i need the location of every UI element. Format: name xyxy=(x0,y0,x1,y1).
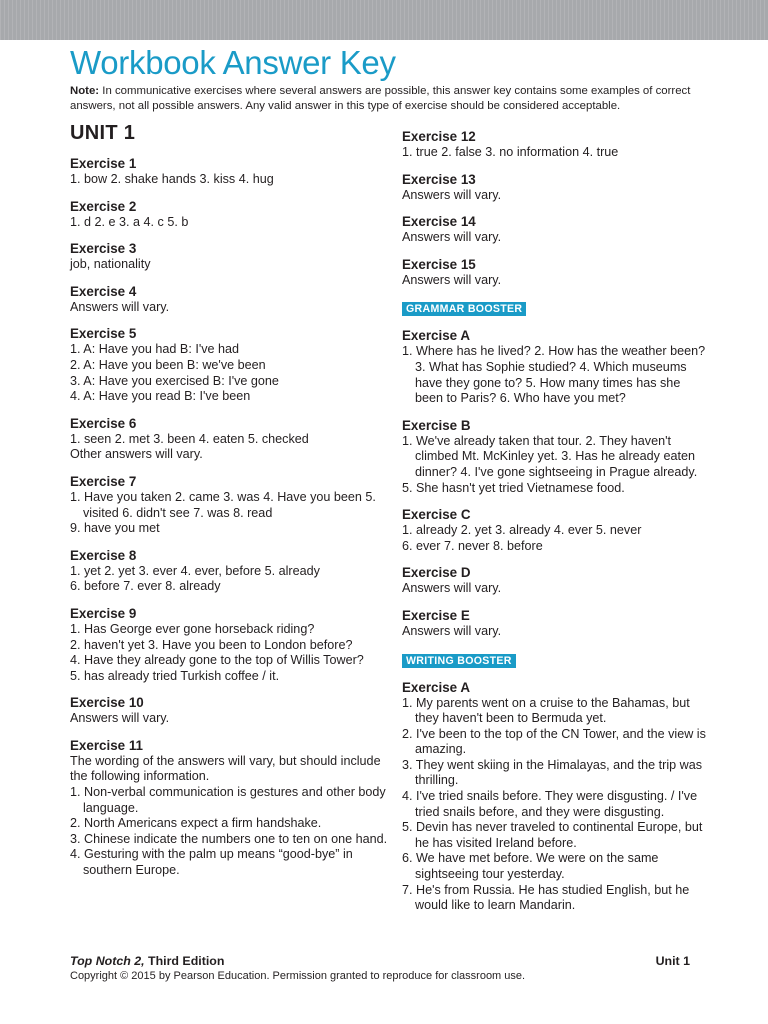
exercise-answer-line: 5. has already tried Turkish coffee / it. xyxy=(70,668,280,683)
exercise-block xyxy=(70,474,388,537)
exercise-block xyxy=(70,156,388,188)
right-column xyxy=(402,118,708,914)
exercise-answer-line: 1. already 2. yet 3. already 4. ever 5. never xyxy=(402,523,642,538)
exercise-answer-line: 4. A: Have you read B: I've been xyxy=(70,389,251,404)
unit-title: UNIT 1 xyxy=(70,122,136,144)
exercise-answer-line: 1. Non-verbal communication is gestures and other body language. xyxy=(70,785,386,815)
exercise-answer-line: 2. haven't yet 3. Have you been to London before? xyxy=(70,637,353,652)
exercise-answer-line: job, nationality xyxy=(70,257,151,272)
exercise-answer-line: 4. Have they already gone to the top of Willis Tower? xyxy=(70,653,364,668)
exercise-answer-line: 6. We have met before. We were on the same sightseeing tour yesterday. xyxy=(402,851,659,882)
exercise-title: Exercise 6 xyxy=(70,415,137,431)
page-title: Workbook Answer Key xyxy=(70,44,396,81)
exercise-block xyxy=(70,326,388,404)
left-column xyxy=(70,118,388,879)
exercise-answer-line: 9. have you met xyxy=(70,521,160,536)
exercise-block xyxy=(402,129,708,161)
exercise-answer-line: Other answers will vary. xyxy=(70,447,203,462)
exercise-block xyxy=(70,284,388,316)
exercise-answer-line: 1. We've already taken that tour. 2. They haven't climbed Mt. McKinley yet. 3. Has he already eaten dinner? 4. I've gone sightseeing in Prague already. xyxy=(402,433,698,479)
exercise-answer-line: Answers will vary. xyxy=(402,581,502,596)
footer-book-name: Top Notch 2, xyxy=(70,954,145,968)
exercise-title: Exercise E xyxy=(402,607,470,623)
exercise-title: Exercise 7 xyxy=(70,473,137,489)
footer-book-title xyxy=(70,954,224,968)
exercise-block xyxy=(70,606,388,684)
exercise-title: Exercise 10 xyxy=(70,695,144,711)
exercise-title: Exercise 4 xyxy=(70,283,137,299)
exercise-answer-line: 1. seen 2. met 3. been 4. eaten 5. checked xyxy=(70,431,309,446)
exercise-block xyxy=(402,507,708,554)
exercise-answer-line: Answers will vary. xyxy=(402,623,502,638)
exercise-answer-line: 1. Has George ever gone horseback riding? xyxy=(70,621,315,636)
exercise-block xyxy=(402,418,708,496)
note-label: Note: xyxy=(70,85,100,97)
exercise-answer-line: 3. A: Have you exercised B: I've gone xyxy=(70,373,279,388)
exercise-answer-line: 5. She hasn't yet tried Vietnamese food. xyxy=(402,480,625,495)
exercise-answer-line: 7. He's from Russia. He has studied English, but he would like to learn Mandarin. xyxy=(402,882,690,913)
exercise-block xyxy=(70,548,388,595)
exercise-title: Exercise 3 xyxy=(70,241,137,257)
exercise-answer-line: Answers will vary. xyxy=(402,187,502,202)
exercise-title: Exercise B xyxy=(402,417,471,433)
writing-booster-badge: WRITING BOOSTER xyxy=(402,654,516,668)
exercise-answer-line: Answers will vary. xyxy=(70,299,170,314)
exercise-title: Exercise A xyxy=(402,328,470,344)
exercise-answer-line: 1. d 2. e 3. a 4. c 5. b xyxy=(70,214,189,229)
exercise-title: Exercise 14 xyxy=(402,214,476,230)
exercise-block xyxy=(70,241,388,273)
exercise-title: Exercise 15 xyxy=(402,256,476,272)
exercise-block xyxy=(402,172,708,204)
exercise-answer-line: 4. I've tried snails before. They were disgusting. / I've tried snails before, and they were disgusting. xyxy=(402,789,698,819)
exercise-answer-line: 6. ever 7. never 8. before xyxy=(402,538,543,553)
top-banner xyxy=(0,0,768,40)
exercise-title: Exercise 8 xyxy=(70,547,137,563)
left-exercise-list xyxy=(70,156,388,879)
exercise-block xyxy=(70,738,388,879)
exercise-block xyxy=(402,565,708,597)
footer-edition: Third Edition xyxy=(144,954,225,968)
exercise-answer-line: 1. bow 2. shake hands 3. kiss 4. hug xyxy=(70,172,274,186)
exercise-block xyxy=(70,416,388,463)
exercise-answer-line: 5. Devin has never traveled to continental Europe, but he has visited Ireland before. xyxy=(402,820,703,850)
exercise-answer-line: Answers will vary. xyxy=(402,230,502,245)
exercise-title: Exercise A xyxy=(402,679,470,695)
footer-copyright: Copyright © 2015 by Pearson Education. Permission granted to reproduce for classroom use. xyxy=(70,970,526,982)
exercise-title: Exercise 1 xyxy=(70,156,137,171)
exercise-answer-line: 1. yet 2. yet 3. ever 4. ever, before 5. already xyxy=(70,563,320,578)
exercise-title: Exercise 9 xyxy=(70,605,137,621)
exercise-answer-line: 3. They went skiing in the Himalayas, and the trip was thrilling. xyxy=(402,757,703,788)
exercise-title: Exercise 2 xyxy=(70,198,137,214)
exercise-title: Exercise D xyxy=(402,565,471,581)
exercise-block xyxy=(402,257,708,289)
exercise-answer-line: 2. North Americans expect a firm handshake. xyxy=(70,816,322,831)
grammar-booster-list xyxy=(402,328,708,639)
exercise-title: Exercise 5 xyxy=(70,326,137,342)
exercise-title: Exercise 12 xyxy=(402,129,476,144)
exercise-block xyxy=(70,695,388,727)
exercise-block xyxy=(402,608,708,640)
exercise-title: Exercise C xyxy=(402,507,471,523)
exercise-answer-line: Answers will vary. xyxy=(402,272,502,287)
exercise-answer-line: Answers will vary. xyxy=(70,711,170,726)
exercise-answer-line: The wording of the answers will vary, but should include the following information. xyxy=(70,753,381,784)
exercise-answer-line: 6. before 7. ever 8. already xyxy=(70,579,221,594)
exercise-block xyxy=(70,199,388,231)
exercise-answer-line: 1. A: Have you had B: I've had xyxy=(70,342,240,357)
right-exercise-list xyxy=(402,129,708,288)
exercise-answer-line: 4. Gesturing with the palm up means “good-bye” in southern Europe. xyxy=(70,847,353,878)
exercise-answer-line: 2. I've been to the top of the CN Tower, and the view is amazing. xyxy=(402,726,706,757)
exercise-block xyxy=(402,328,708,406)
exercise-answer-line: 1. Have you taken 2. came 3. was 4. Have you been 5. visited 6. didn't see 7. was 8. read xyxy=(70,489,376,520)
footer-unit: Unit 1 xyxy=(655,954,690,968)
exercise-answer-line: 2. A: Have you been B: we've been xyxy=(70,357,266,372)
exercise-block xyxy=(402,680,708,914)
exercise-title: Exercise 11 xyxy=(70,737,143,753)
exercise-answer-line: 1. Where has he lived? 2. How has the weather been? 3. What has Sophie studied? 4. Which museums have they gone to? 5. How many times has she been to Paris? 6. Who have you met? xyxy=(402,344,706,406)
note-text: In communicative exercises where several answers are possible, this answer key contains some examples of correct answers, not all possible answers. Any valid answer in this type of exercise should be considered acceptable. xyxy=(70,85,691,113)
exercise-answer-line: 3. Chinese indicate the numbers one to ten on one hand. xyxy=(70,831,388,846)
exercise-answer-line: 1. My parents went on a cruise to the Bahamas, but they haven't been to Bermuda yet. xyxy=(402,695,690,726)
exercise-answer-line: 1. true 2. false 3. no information 4. true xyxy=(402,145,619,159)
exercise-title: Exercise 13 xyxy=(402,171,476,187)
writing-booster-list xyxy=(402,680,708,914)
note-paragraph xyxy=(70,84,700,115)
grammar-booster-badge: GRAMMAR BOOSTER xyxy=(402,302,526,316)
exercise-block xyxy=(402,214,708,246)
